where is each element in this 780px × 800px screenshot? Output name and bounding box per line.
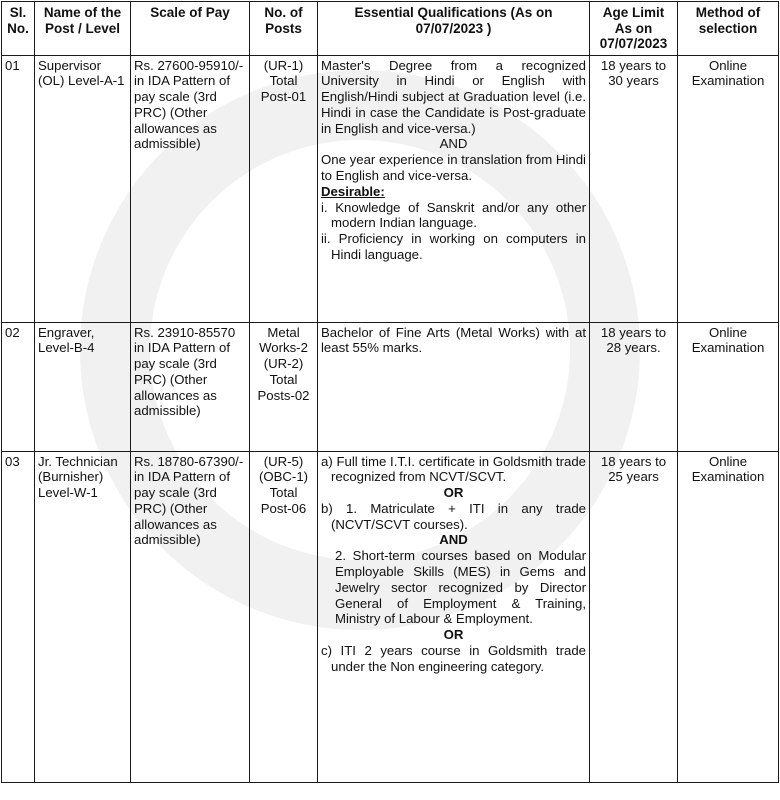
header-qualifications: Essential Qualifications (As on 07/07/2023 ) xyxy=(318,2,590,56)
qualification-option: c) ITI 2 years course in Goldsmith trade under the Non engineering category. xyxy=(321,643,586,674)
header-scale-of-pay: Scale of Pay xyxy=(131,2,250,56)
age-limit-cell: 18 years to 28 years. xyxy=(590,322,678,451)
header-row xyxy=(2,2,779,56)
scale-of-pay-cell: Rs. 18780-67390/- in IDA Pattern of pay scale (3rd PRC) (Other allowances as admissible) xyxy=(131,451,250,782)
qualification-option: 2. Short-term courses based on Modular Employable Skills (MES) in Gems and Jewelry sector recognized by Director General of Employment & Training, Ministry of Labour & Employment. xyxy=(335,548,586,627)
selection-method-cell: Online Examination xyxy=(678,322,779,451)
qualification-text: One year experience in translation from Hindi to English and vice-versa. xyxy=(321,152,586,184)
table-row xyxy=(2,451,779,782)
and-connector: AND xyxy=(439,532,468,548)
sl-no-cell: 01 xyxy=(2,55,35,322)
scale-of-pay-cell: Rs. 23910-85570 in IDA Pattern of pay scale (3rd PRC) (Other allowances as admissible) xyxy=(131,322,250,451)
post-name-cell: Jr. Technician (Burnisher) Level-W-1 xyxy=(35,451,131,782)
header-post-name: Name of the Post / Level xyxy=(35,2,131,56)
desirable-item: i. Knowledge of Sanskrit and/or any other modern Indian language. xyxy=(321,199,586,231)
post-name-cell: Supervisor (OL) Level-A-1 xyxy=(35,55,131,322)
table-row xyxy=(2,322,779,451)
posts-cell: (UR-1) Total Post-01 xyxy=(250,55,318,322)
qualification-option: b) 1. Matriculate + ITI in any trade (NCVT/SCVT courses). xyxy=(321,500,586,532)
qualifications-cell xyxy=(318,55,590,322)
desirable-heading: Desirable: xyxy=(321,183,385,199)
age-limit-cell: 18 years to 25 years xyxy=(590,451,678,782)
qualification-option: a) Full time I.T.I. certificate in Goldsmith trade recognized from NCVT/SCVT. xyxy=(321,453,586,485)
header-age-limit: Age Limit As on 07/07/2023 xyxy=(590,2,678,56)
posts-cell: Metal Works-2 (UR-2) Total Posts-02 xyxy=(250,322,318,451)
qualification-text: Master's Degree from a recognized University in Hindi or English with English/Hindi subject at Graduation level (i.e. Hindi in case the Candidate is Post-graduate in English and vice-versa.) xyxy=(321,57,586,136)
or-connector: OR xyxy=(443,627,464,643)
header-method-of-selection: Method of selection xyxy=(678,2,779,56)
header-sl-no: Sl. No. xyxy=(2,2,35,56)
and-connector: AND xyxy=(439,136,468,152)
posts-table xyxy=(1,1,779,783)
sl-no-cell: 02 xyxy=(2,322,35,451)
selection-method-cell: Online Examination xyxy=(678,55,779,322)
header-no-of-posts: No. of Posts xyxy=(250,2,318,56)
posts-cell: (UR-5) (OBC-1) Total Post-06 xyxy=(250,451,318,782)
qualifications-cell: Bachelor of Fine Arts (Metal Works) with at least 55% marks. xyxy=(318,322,590,451)
qualifications-cell xyxy=(318,451,590,782)
desirable-item: ii. Proficiency in working on computers in Hindi language. xyxy=(321,231,586,263)
selection-method-cell: Online Examination xyxy=(678,451,779,782)
sl-no-cell: 03 xyxy=(2,451,35,782)
table-row xyxy=(2,55,779,322)
age-limit-cell: 18 years to 30 years xyxy=(590,55,678,322)
scale-of-pay-cell: Rs. 27600-95910/- in IDA Pattern of pay scale (3rd PRC) (Other allowances as admissible) xyxy=(131,55,250,322)
or-connector: OR xyxy=(443,485,464,501)
post-name-cell: Engraver, Level-B-4 xyxy=(35,322,131,451)
